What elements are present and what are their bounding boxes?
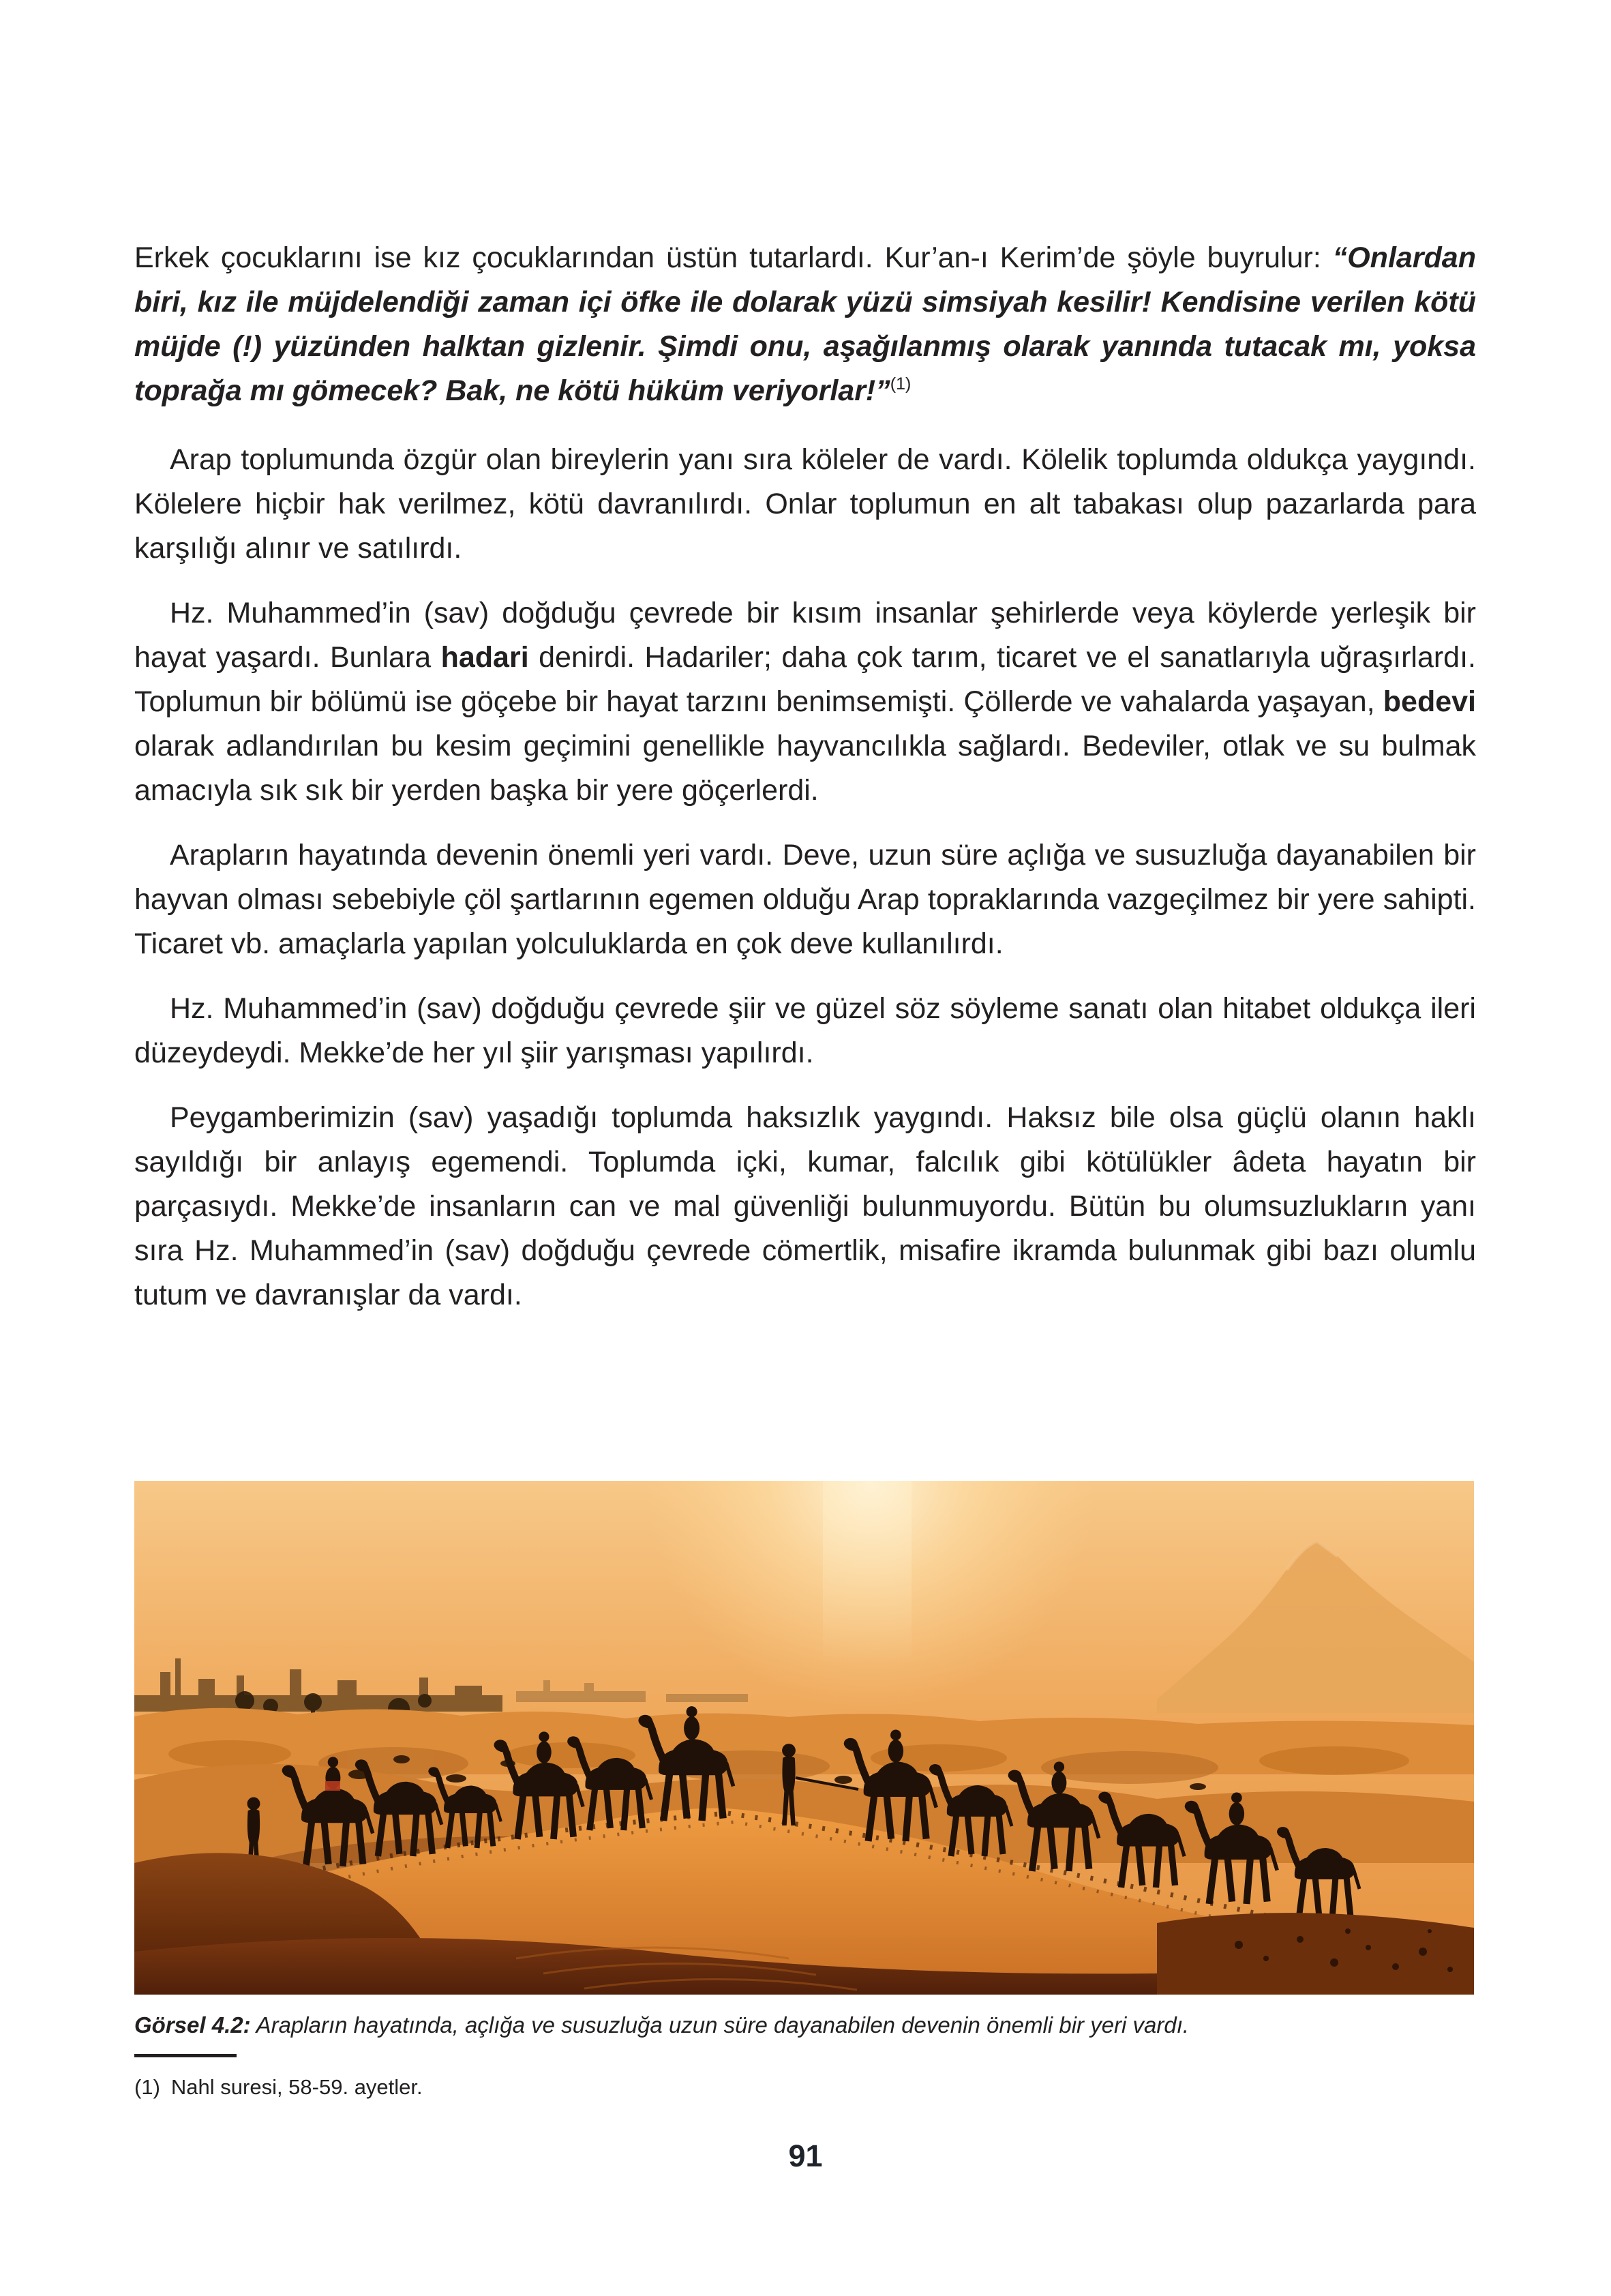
figure-label: Görsel 4.2: — [134, 2012, 251, 2038]
body-text — [134, 236, 1476, 1338]
figure-caption — [134, 2010, 1476, 2040]
body-paragraph-4: Arapların hayatında devenin önemli yeri vardı. Deve, uzun süre açlığa ve susuzluğa dayanabilen bir hayvan olması sebebiyle çöl şartlarının egemen olduğu Arap topraklarında vazgeçilmez bir yere sahipti. Ticaret vb. amaçlarla yapılan yolculuklarda en çok deve kullanılırdı. — [134, 839, 1476, 960]
footnote — [134, 2073, 1476, 2102]
foreground-dune-right — [1157, 1913, 1474, 1995]
body-paragraph-3: Hz. Muhammed’in (sav) doğduğu çevrede bir kısım insanlar şehirlerde veya köylerde yerleşik bir hayat yaşardı. Bunlara hadari denirdi. Hadariler; daha çok tarım, ticaret ve el sanatlarıyla uğraşırlardı. Toplumun bir bölümü ise göçebe bir hayat tarzını benimsemişti. Çöllerde ve vahalarda yaşayan, bedevi olarak adlandırılan bu kesim geçimini genellikle hayvancılıkla sağlardı. Bedeviler, otlak ve su bulmak amacıyla sık sık bir yerden başka bir yere göçerlerdi. — [134, 597, 1476, 807]
body-paragraph-5: Hz. Muhammed’in (sav) doğduğu çevrede şiir ve güzel söz söyleme sanatı olan hitabet oldukça ileri düzeydeydi. Mekke’de her yıl şiir yarışması yapılırdı. — [134, 992, 1476, 1069]
camel-caravan-desert-photo — [134, 1481, 1474, 1995]
body-paragraph-6: Peygamberimizin (sav) yaşadığı toplumda haksızlık yaygındı. Haksız bile olsa güçlü olanın haklı sayıldığı bir anlayış egemendi. Toplumda içki, kumar, falcılık gibi kötülükler âdeta hayatın bir parçasıydı. Mekke’de insanların can ve mal güvenliği bulunmuyordu. Bütün bu olumsuzlukların yanı sıra Hz. Muhammed’in (sav) doğduğu çevrede cömertlik, misafire ikramda bulunmak gibi bazı olumlu tutum ve davranışlar da vardı. — [134, 1101, 1476, 1311]
page-number: 91 — [788, 2138, 823, 2173]
footnote-text: Nahl suresi, 58-59. ayetler. — [170, 2075, 423, 2099]
body-paragraph-1: Erkek çocuklarını ise kız çocuklarından üstün tutarlardı. Kur’an-ı Kerim’de şöyle buyrulur: “Onlardan biri, kız ile müjdelendiği zaman içi öfke ile dolarak yüzü simsiyah kesilir! Kendisine verilen kötü müjde (!) yüzünden halktan gizlenir. Şimdi onu, aşağılanmış olarak yanında tutacak mı, yoksa toprağa mı gömecek? Bak, ne kötü hüküm veriyorlar!”$^{(1)}$ — [134, 241, 1476, 407]
figure-photo — [134, 1481, 1474, 1995]
red-saddle — [325, 1781, 340, 1791]
figure-caption-text: Arapların hayatında, açlığa ve susuzluğa uzun süre dayanabilen devenin önemli bir yeri vardı. — [256, 2012, 1190, 2038]
footnote-separator — [134, 2054, 237, 2057]
sun-light-shaft — [823, 1481, 912, 1665]
body-paragraph-2: Arap toplumunda özgür olan bireylerin yanı sıra köleler de vardı. Kölelik toplumda oldukça yaygındı. Kölelere hiçbir hak verilmez, kötü davranılırdı. Onlar toplumun en alt tabakası olup pazarlarda para karşılığı alınır ve satılırdı. — [134, 443, 1476, 565]
footnote-marker: (1) — [134, 2075, 160, 2099]
